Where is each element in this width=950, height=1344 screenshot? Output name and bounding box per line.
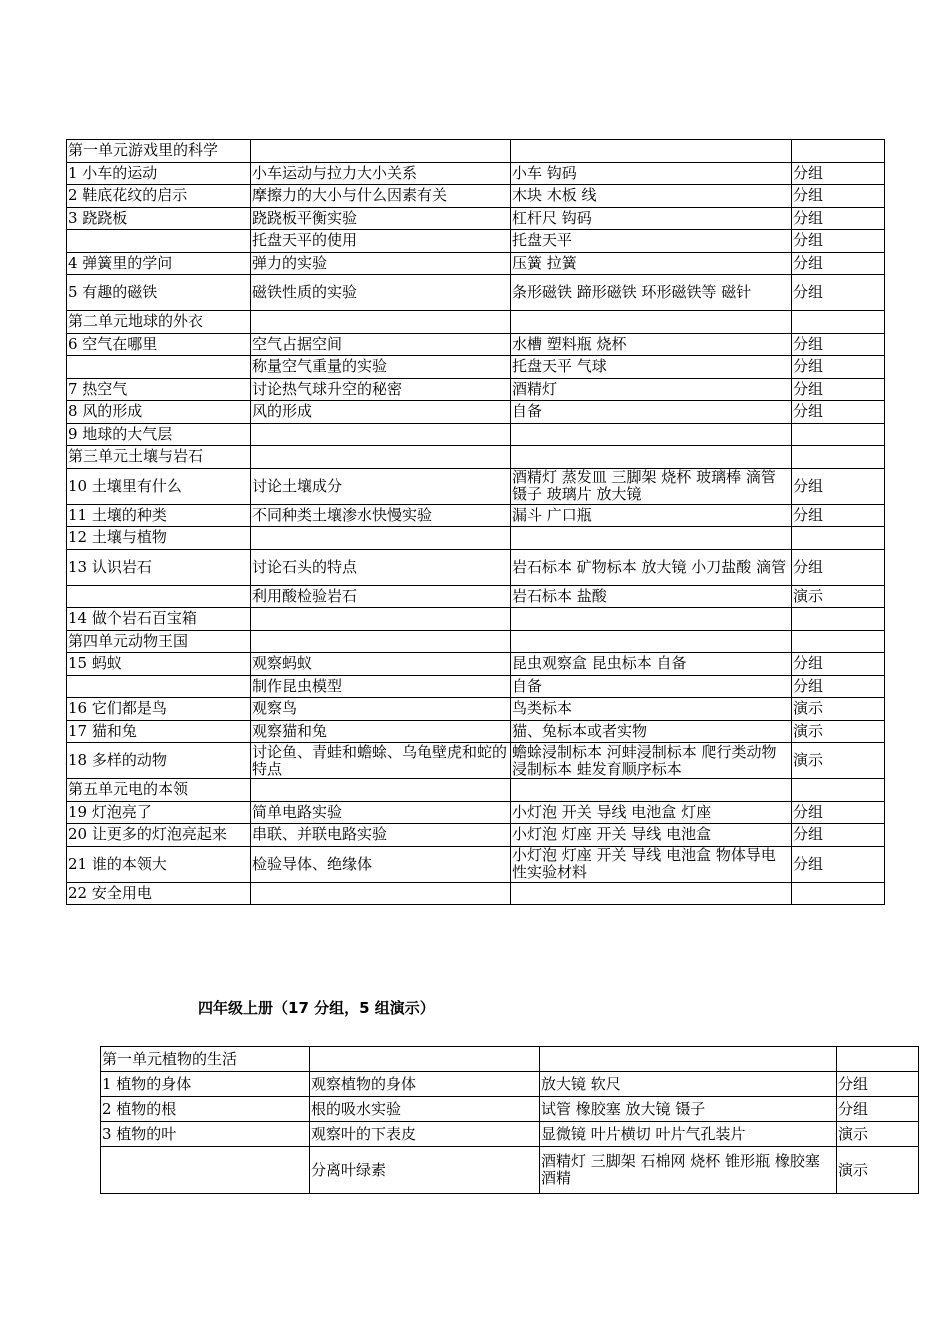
equipment-cell: 酒精灯 蒸发皿 三脚架 烧杯 玻璃棒 滴管 镊子 玻璃片 放大镜 bbox=[511, 468, 792, 504]
type-cell: 分组 bbox=[792, 824, 885, 847]
lesson-cell: 6 空气在哪里 bbox=[67, 333, 251, 356]
table-row bbox=[67, 743, 885, 779]
lesson-cell: 第一单元植物的生活 bbox=[101, 1047, 310, 1072]
experiment-cell: 观察蚂蚁 bbox=[251, 653, 511, 676]
type-cell: 分组 bbox=[792, 356, 885, 379]
experiment-cell bbox=[251, 446, 511, 469]
equipment-cell: 岩石标本 矿物标本 放大镜 小刀盐酸 滴管 bbox=[511, 549, 792, 585]
lesson-cell: 第三单元土壤与岩石 bbox=[67, 446, 251, 469]
equipment-cell: 木块 木板 线 bbox=[511, 185, 792, 208]
experiment-cell: 检验导体、绝缘体 bbox=[251, 846, 511, 882]
type-cell: 分组 bbox=[792, 549, 885, 585]
lesson-cell: 21 谁的本领大 bbox=[67, 846, 251, 882]
table-row bbox=[67, 378, 885, 401]
equipment-cell: 试管 橡胶塞 放大镜 镊子 bbox=[540, 1097, 837, 1122]
lesson-cell: 3 植物的叶 bbox=[101, 1122, 310, 1147]
table-row bbox=[67, 585, 885, 608]
lesson-cell: 10 土壤里有什么 bbox=[67, 468, 251, 504]
lesson-cell bbox=[67, 230, 251, 253]
type-cell: 分组 bbox=[792, 230, 885, 253]
experiment-cell: 称量空气重量的实验 bbox=[251, 356, 511, 379]
experiment-cell: 小车运动与拉力大小关系 bbox=[251, 162, 511, 185]
table-row bbox=[67, 252, 885, 275]
table-row bbox=[67, 720, 885, 743]
table-row bbox=[67, 356, 885, 379]
equipment-cell: 岩石标本 盐酸 bbox=[511, 585, 792, 608]
experiment-cell bbox=[251, 882, 511, 905]
experiment-cell: 讨论石头的特点 bbox=[251, 549, 511, 585]
equipment-cell bbox=[511, 446, 792, 469]
equipment-cell: 蟾蜍浸制标本 河蚌浸制标本 爬行类动物浸制标本 蛙发育顺序标本 bbox=[511, 743, 792, 779]
type-cell: 分组 bbox=[792, 207, 885, 230]
lesson-cell: 3 跷跷板 bbox=[67, 207, 251, 230]
lesson-cell: 14 做个岩石百宝箱 bbox=[67, 608, 251, 631]
table-row bbox=[101, 1072, 919, 1097]
table-row bbox=[67, 446, 885, 469]
table-row bbox=[67, 468, 885, 504]
type-cell: 分组 bbox=[792, 378, 885, 401]
type-cell bbox=[792, 423, 885, 446]
equipment-cell: 小灯泡 开关 导线 电池盒 灯座 bbox=[511, 801, 792, 824]
equipment-cell bbox=[511, 779, 792, 802]
lesson-cell bbox=[101, 1147, 310, 1194]
equipment-cell: 昆虫观察盒 昆虫标本 自备 bbox=[511, 653, 792, 676]
lesson-cell: 1 小车的运动 bbox=[67, 162, 251, 185]
type-cell: 演示 bbox=[837, 1122, 919, 1147]
equipment-cell: 条形磁铁 蹄形磁铁 环形磁铁等 磁针 bbox=[511, 275, 792, 311]
table-row bbox=[101, 1122, 919, 1147]
lesson-cell: 13 认识岩石 bbox=[67, 549, 251, 585]
lesson-cell: 11 土壤的种类 bbox=[67, 504, 251, 527]
equipment-cell: 小车 钩码 bbox=[511, 162, 792, 185]
type-cell: 演示 bbox=[792, 585, 885, 608]
lesson-cell: 第四单元动物王国 bbox=[67, 630, 251, 653]
lesson-cell: 2 鞋底花纹的启示 bbox=[67, 185, 251, 208]
table-row bbox=[67, 527, 885, 550]
table-row bbox=[67, 311, 885, 334]
lesson-cell bbox=[67, 585, 251, 608]
type-cell bbox=[792, 446, 885, 469]
experiment-cell: 根的吸水实验 bbox=[310, 1097, 540, 1122]
type-cell bbox=[792, 311, 885, 334]
type-cell: 分组 bbox=[792, 801, 885, 824]
equipment-cell: 酒精灯 三脚架 石棉网 烧杯 锥形瓶 橡胶塞 酒精 bbox=[540, 1147, 837, 1194]
experiment-cell: 观察叶的下表皮 bbox=[310, 1122, 540, 1147]
experiment-cell: 讨论鱼、青蛙和蟾蜍、乌龟壁虎和蛇的特点 bbox=[251, 743, 511, 779]
lesson-cell: 第一单元游戏里的科学 bbox=[67, 140, 251, 163]
table-row bbox=[67, 801, 885, 824]
experiment-cell: 摩擦力的大小与什么因素有关 bbox=[251, 185, 511, 208]
table-body bbox=[101, 1047, 919, 1194]
type-cell: 分组 bbox=[837, 1097, 919, 1122]
table-row bbox=[101, 1047, 919, 1072]
type-cell bbox=[792, 140, 885, 163]
equipment-cell: 显微镜 叶片横切 叶片气孔装片 bbox=[540, 1122, 837, 1147]
table-row bbox=[67, 549, 885, 585]
equipment-table-grade4 bbox=[100, 1046, 919, 1194]
lesson-cell: 20 让更多的灯泡亮起来 bbox=[67, 824, 251, 847]
equipment-cell bbox=[511, 527, 792, 550]
equipment-cell bbox=[511, 882, 792, 905]
lesson-cell: 5 有趣的磁铁 bbox=[67, 275, 251, 311]
equipment-cell: 小灯泡 灯座 开关 导线 电池盒 物体导电性实验材料 bbox=[511, 846, 792, 882]
type-cell bbox=[792, 527, 885, 550]
type-cell: 演示 bbox=[792, 743, 885, 779]
table-row bbox=[67, 846, 885, 882]
experiment-cell: 简单电路实验 bbox=[251, 801, 511, 824]
lesson-cell: 16 它们都是鸟 bbox=[67, 698, 251, 721]
type-cell bbox=[792, 630, 885, 653]
lesson-cell: 第五单元电的本领 bbox=[67, 779, 251, 802]
experiment-cell bbox=[251, 140, 511, 163]
lesson-cell: 7 热空气 bbox=[67, 378, 251, 401]
experiment-cell: 分离叶绿素 bbox=[310, 1147, 540, 1194]
experiment-cell: 讨论热气球升空的秘密 bbox=[251, 378, 511, 401]
type-cell: 分组 bbox=[792, 468, 885, 504]
lesson-cell: 19 灯泡亮了 bbox=[67, 801, 251, 824]
equipment-cell bbox=[511, 311, 792, 334]
equipment-cell: 自备 bbox=[511, 401, 792, 424]
equipment-cell bbox=[540, 1047, 837, 1072]
experiment-cell: 观察植物的身体 bbox=[310, 1072, 540, 1097]
experiment-cell bbox=[251, 423, 511, 446]
equipment-cell: 放大镜 软尺 bbox=[540, 1072, 837, 1097]
table-row bbox=[67, 333, 885, 356]
table-row bbox=[67, 185, 885, 208]
table-row bbox=[101, 1097, 919, 1122]
equipment-cell: 托盘天平 气球 bbox=[511, 356, 792, 379]
table-row bbox=[67, 207, 885, 230]
experiment-cell: 观察鸟 bbox=[251, 698, 511, 721]
type-cell: 分组 bbox=[792, 846, 885, 882]
table-row bbox=[67, 504, 885, 527]
equipment-table-grade3 bbox=[66, 139, 885, 905]
experiment-cell: 讨论土壤成分 bbox=[251, 468, 511, 504]
experiment-cell: 风的形成 bbox=[251, 401, 511, 424]
table-row bbox=[67, 698, 885, 721]
type-cell bbox=[792, 882, 885, 905]
lesson-cell: 15 蚂蚁 bbox=[67, 653, 251, 676]
type-cell: 演示 bbox=[792, 720, 885, 743]
lesson-cell: 9 地球的大气层 bbox=[67, 423, 251, 446]
lesson-cell: 18 多样的动物 bbox=[67, 743, 251, 779]
table-row bbox=[67, 882, 885, 905]
experiment-cell: 跷跷板平衡实验 bbox=[251, 207, 511, 230]
table-row bbox=[67, 275, 885, 311]
experiment-cell bbox=[251, 779, 511, 802]
lesson-cell bbox=[67, 675, 251, 698]
section-heading: 四年级上册（17 分组，5 组演示） bbox=[198, 999, 435, 1017]
experiment-cell bbox=[310, 1047, 540, 1072]
type-cell: 分组 bbox=[792, 185, 885, 208]
type-cell bbox=[792, 779, 885, 802]
table-body bbox=[67, 140, 885, 905]
type-cell: 分组 bbox=[792, 653, 885, 676]
equipment-cell bbox=[511, 608, 792, 631]
equipment-cell: 酒精灯 bbox=[511, 378, 792, 401]
table-row bbox=[67, 675, 885, 698]
equipment-cell: 杠杆尺 钩码 bbox=[511, 207, 792, 230]
table-row bbox=[67, 608, 885, 631]
equipment-cell: 自备 bbox=[511, 675, 792, 698]
table-row bbox=[101, 1147, 919, 1194]
equipment-cell: 托盘天平 bbox=[511, 230, 792, 253]
lesson-cell: 第二单元地球的外衣 bbox=[67, 311, 251, 334]
table-row bbox=[67, 401, 885, 424]
experiment-cell: 弹力的实验 bbox=[251, 252, 511, 275]
table-row bbox=[67, 140, 885, 163]
table-row bbox=[67, 423, 885, 446]
experiment-cell bbox=[251, 311, 511, 334]
table-row bbox=[67, 230, 885, 253]
equipment-cell bbox=[511, 630, 792, 653]
equipment-cell bbox=[511, 423, 792, 446]
lesson-cell bbox=[67, 356, 251, 379]
lesson-cell: 22 安全用电 bbox=[67, 882, 251, 905]
experiment-cell bbox=[251, 608, 511, 631]
type-cell: 演示 bbox=[792, 698, 885, 721]
type-cell: 分组 bbox=[837, 1072, 919, 1097]
type-cell bbox=[837, 1047, 919, 1072]
lesson-cell: 2 植物的根 bbox=[101, 1097, 310, 1122]
type-cell: 分组 bbox=[792, 675, 885, 698]
lesson-cell: 4 弹簧里的学问 bbox=[67, 252, 251, 275]
lesson-cell: 1 植物的身体 bbox=[101, 1072, 310, 1097]
experiment-cell: 利用酸检验岩石 bbox=[251, 585, 511, 608]
equipment-cell: 压簧 拉簧 bbox=[511, 252, 792, 275]
experiment-cell: 空气占据空间 bbox=[251, 333, 511, 356]
table-row bbox=[67, 779, 885, 802]
lesson-cell: 17 猫和兔 bbox=[67, 720, 251, 743]
type-cell: 分组 bbox=[792, 252, 885, 275]
equipment-cell bbox=[511, 140, 792, 163]
table-row bbox=[67, 162, 885, 185]
equipment-cell: 猫、兔标本或者实物 bbox=[511, 720, 792, 743]
type-cell: 分组 bbox=[792, 162, 885, 185]
table-row bbox=[67, 653, 885, 676]
table-row bbox=[67, 824, 885, 847]
equipment-cell: 小灯泡 灯座 开关 导线 电池盒 bbox=[511, 824, 792, 847]
experiment-cell bbox=[251, 630, 511, 653]
experiment-cell: 观察猫和兔 bbox=[251, 720, 511, 743]
lesson-cell: 8 风的形成 bbox=[67, 401, 251, 424]
lesson-cell: 12 土壤与植物 bbox=[67, 527, 251, 550]
experiment-cell: 磁铁性质的实验 bbox=[251, 275, 511, 311]
table-row bbox=[67, 630, 885, 653]
experiment-cell: 制作昆虫模型 bbox=[251, 675, 511, 698]
equipment-cell: 漏斗 广口瓶 bbox=[511, 504, 792, 527]
experiment-cell: 托盘天平的使用 bbox=[251, 230, 511, 253]
experiment-cell bbox=[251, 527, 511, 550]
type-cell: 分组 bbox=[792, 504, 885, 527]
type-cell: 分组 bbox=[792, 401, 885, 424]
equipment-cell: 水槽 塑料瓶 烧杯 bbox=[511, 333, 792, 356]
experiment-cell: 串联、并联电路实验 bbox=[251, 824, 511, 847]
type-cell bbox=[792, 608, 885, 631]
type-cell: 分组 bbox=[792, 275, 885, 311]
type-cell: 演示 bbox=[837, 1147, 919, 1194]
experiment-cell: 不同种类土壤渗水快慢实验 bbox=[251, 504, 511, 527]
type-cell: 分组 bbox=[792, 333, 885, 356]
equipment-cell: 鸟类标本 bbox=[511, 698, 792, 721]
